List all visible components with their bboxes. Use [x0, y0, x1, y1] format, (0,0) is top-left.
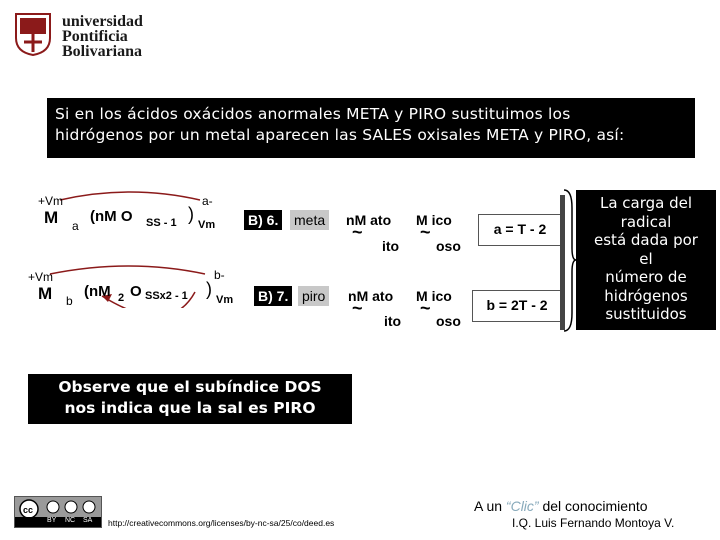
radical-open-1: (nM O: [90, 208, 133, 225]
rule-6-label: B) 6.: [244, 210, 282, 230]
explanation-line-1: La carga del: [599, 194, 693, 212]
tagline: A un “Clic” del conocimiento: [474, 498, 648, 514]
equation-a-box: a = T - 2: [478, 214, 562, 246]
rule-7-ito: ito: [384, 313, 402, 329]
subscript-a: a: [72, 219, 79, 233]
explanation-line-4: el: [639, 249, 653, 268]
explanation-line-2: radical: [620, 212, 672, 231]
rule-6-nM-ato: nM ato: [346, 212, 392, 228]
charge-plus-vm-1: +Vm: [38, 194, 64, 208]
rule-6-tilde-2: ~: [420, 222, 431, 242]
rule-6-ito: ito: [382, 238, 400, 254]
rule-7-prefix: piro: [298, 286, 329, 306]
explanation-box: [576, 190, 716, 330]
arc-piro: [50, 266, 205, 274]
rule-6-tilde-1: ~: [352, 222, 363, 242]
clic-word: “Clic”: [505, 498, 539, 514]
explanation-line-5: número de: [605, 268, 687, 286]
explanation-line-7: sustituidos: [605, 305, 687, 323]
explanation-line-6: hidrógenos: [604, 286, 688, 305]
oxygen-symbol-2: O: [130, 283, 142, 300]
license-link[interactable]: http://creativecommons.org/licenses/by-nc-sa/25/co/deed.es: [108, 518, 335, 528]
svg-text:cc: cc: [23, 505, 34, 515]
rule-7-label: B) 7.: [254, 286, 292, 306]
banner-line-2: hidrógenos por un metal aparecen las SALES oxisales META y PIRO, así:: [55, 126, 625, 144]
subscript-b: b: [66, 294, 73, 308]
radical-close-1: ): [188, 204, 194, 224]
arc-meta: [60, 192, 200, 200]
subscript-ss-1: SS - 1: [146, 217, 177, 229]
rule-7-tilde-1: ~: [352, 298, 363, 318]
curly-brace: [562, 188, 576, 333]
rule-6-M-ico: M ico: [416, 212, 452, 228]
university-name: [62, 14, 182, 59]
charge-b-minus: b-: [214, 268, 225, 282]
logo-line-2: Pontificia: [62, 28, 128, 45]
charge-a-minus: a-: [202, 194, 213, 208]
logo-line-3: Bolivariana: [62, 43, 143, 60]
intro-banner: [47, 98, 695, 158]
cc-by-label: BY: [47, 517, 57, 524]
observe-line-2: nos indica que la sal es PIRO: [64, 399, 316, 417]
cc-nc-label: NC: [65, 517, 76, 524]
charge-plus-vm-2: +Vm: [28, 270, 54, 284]
university-shield-logo: [14, 12, 52, 56]
rule-7-nM-ato: nM ato: [348, 288, 394, 304]
subscript-vm-2: Vm: [216, 294, 234, 306]
rule-7-tilde-2: ~: [420, 298, 431, 318]
rule-6-oso: oso: [436, 238, 461, 254]
author-name: I.Q. Luis Fernando Montoya V.: [512, 516, 675, 530]
equation-b-box: b = 2T - 2: [472, 290, 562, 322]
rule-6-prefix: meta: [290, 210, 329, 230]
radical-open-2: (nM: [84, 283, 111, 300]
cc-sa-label: SA: [83, 517, 93, 524]
metal-symbol-1: M: [44, 208, 59, 227]
rule-7-M-ico: M ico: [416, 288, 452, 304]
observe-line-1: Observe que el subíndice DOS: [58, 378, 322, 396]
observe-note: [28, 374, 352, 424]
logo-line-1: universidad: [62, 13, 143, 30]
creative-commons-badge[interactable]: [14, 496, 102, 528]
subscript-2: 2: [118, 292, 125, 304]
banner-line-1: Si en los ácidos oxácidos anormales META y PIRO sustituimos los: [55, 105, 571, 123]
subscript-vm-1: Vm: [198, 219, 216, 231]
radical-close-2: ): [206, 279, 212, 299]
explanation-line-3: está dada por: [594, 231, 698, 249]
metal-symbol-2: M: [38, 284, 53, 303]
rule-7-oso: oso: [436, 313, 461, 329]
subscript-ssx2-1: SSx2 - 1: [145, 290, 188, 302]
